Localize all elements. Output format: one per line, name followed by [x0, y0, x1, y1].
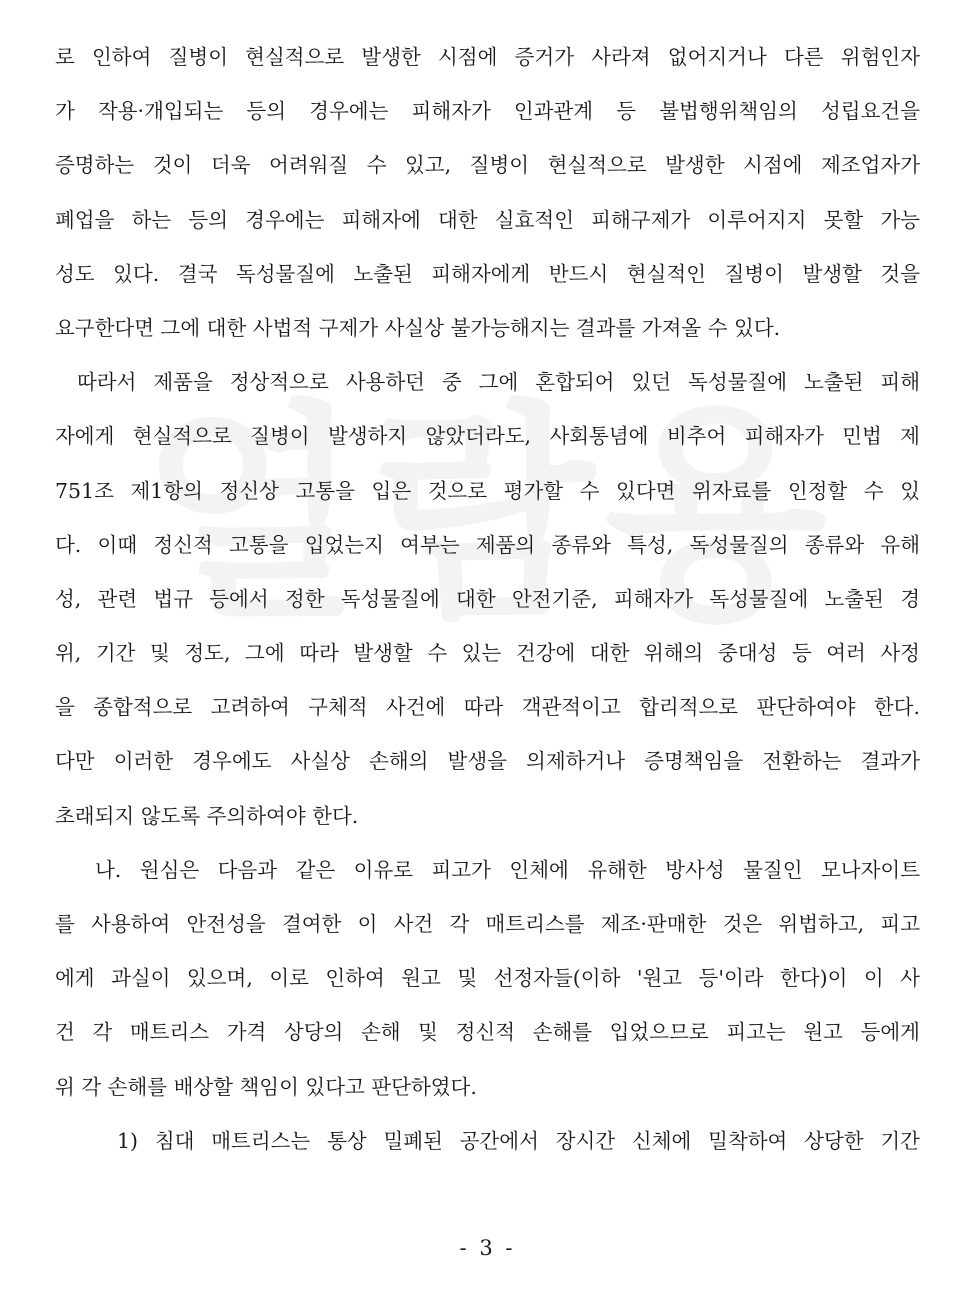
text-line: 나. 원심은 다음과 같은 이유로 피고가 인체에 유해한 방사성 물질인 모나자이트	[95, 857, 920, 882]
paragraph-1	[55, 30, 920, 355]
text-line: 성, 관련 법규 등에서 정한 독성물질에 대한 안전기준, 피해자가 독성물질에 노출된 경	[55, 586, 920, 611]
text-line: 건 각 매트리스 가격 상당의 손해 및 정신적 손해를 입었으므로 피고는 원고 등에게	[55, 1020, 920, 1045]
text-line: 폐업을 하는 등의 경우에는 피해자에 대한 실효적인 피해구제가 이루어지지 못할 가능	[55, 207, 920, 232]
text-line: 따라서 제품을 정상적으로 사용하던 중 그에 혼합되어 있던 독성물질에 노출된 피해	[77, 370, 920, 395]
text-line: 위, 기간 및 정도, 그에 따라 발생할 수 있는 건강에 대한 위해의 중대성 등 여러 사정	[55, 641, 920, 666]
text-line: 를 사용하여 안전성을 결여한 이 사건 각 매트리스를 제조·판매한 것은 위법하고, 피고	[55, 912, 920, 936]
text-line: 요구한다면 그에 대한 사법적 구제가 사실상 불가능해지는 결과를 가져올 수 있다.	[55, 315, 781, 340]
text-line: 증명하는 것이 더욱 어려워질 수 있고, 질병이 현실적으로 발생한 시점에 제조업자가	[55, 153, 920, 178]
text-line: 다만 이러한 경우에도 사실상 손해의 발생을 의제하거나 증명책임을 전환하는 결과가	[55, 749, 920, 774]
text-line: 자에게 현실적으로 질병이 발생하지 않았더라도, 사회통념에 비추어 피해자가 민법 제	[55, 424, 920, 449]
paragraph-4	[55, 1114, 920, 1168]
text-line: 1) 침대 매트리스는 통상 밀폐된 공간에서 장시간 신체에 밀착하여 상당한 기간	[117, 1128, 920, 1153]
text-line: 로 인하여 질병이 현실적으로 발생한 시점에 증거가 사라져 없어지거나 다른 위험인자	[55, 45, 920, 69]
page-number: - 3 -	[459, 1236, 516, 1260]
paragraph-3	[55, 843, 920, 1114]
text-line: 성도 있다. 결국 독성물질에 노출된 피해자에게 반드시 현실적인 질병이 발생할 것을	[55, 261, 920, 286]
text-line: 가 작용·개입되는 등의 경우에는 피해자가 인과관계 등 불법행위책임의 성립요건을	[55, 99, 920, 124]
document-body	[55, 30, 920, 1168]
text-line: 을 종합적으로 고려하여 구체적 사건에 따라 객관적이고 합리적으로 판단하여야 한다.	[55, 695, 920, 720]
paragraph-2	[55, 355, 920, 843]
text-line: 에게 과실이 있으며, 이로 인하여 원고 및 선정자들(이하 '원고 등'이라 한다)이 이 사	[55, 966, 920, 991]
text-line: 위 각 손해를 배상할 책임이 있다고 판단하였다.	[55, 1074, 477, 1099]
text-line: 751조 제1항의 정신상 고통을 입은 것으로 평가할 수 있다면 위자료를 인정할 수 있	[55, 478, 920, 503]
text-line: 초래되지 않도록 주의하여야 한다.	[55, 803, 359, 828]
text-line: 다. 이때 정신적 고통을 입었는지 여부는 제품의 종류와 특성, 독성물질의 종류와 유해	[55, 532, 920, 557]
